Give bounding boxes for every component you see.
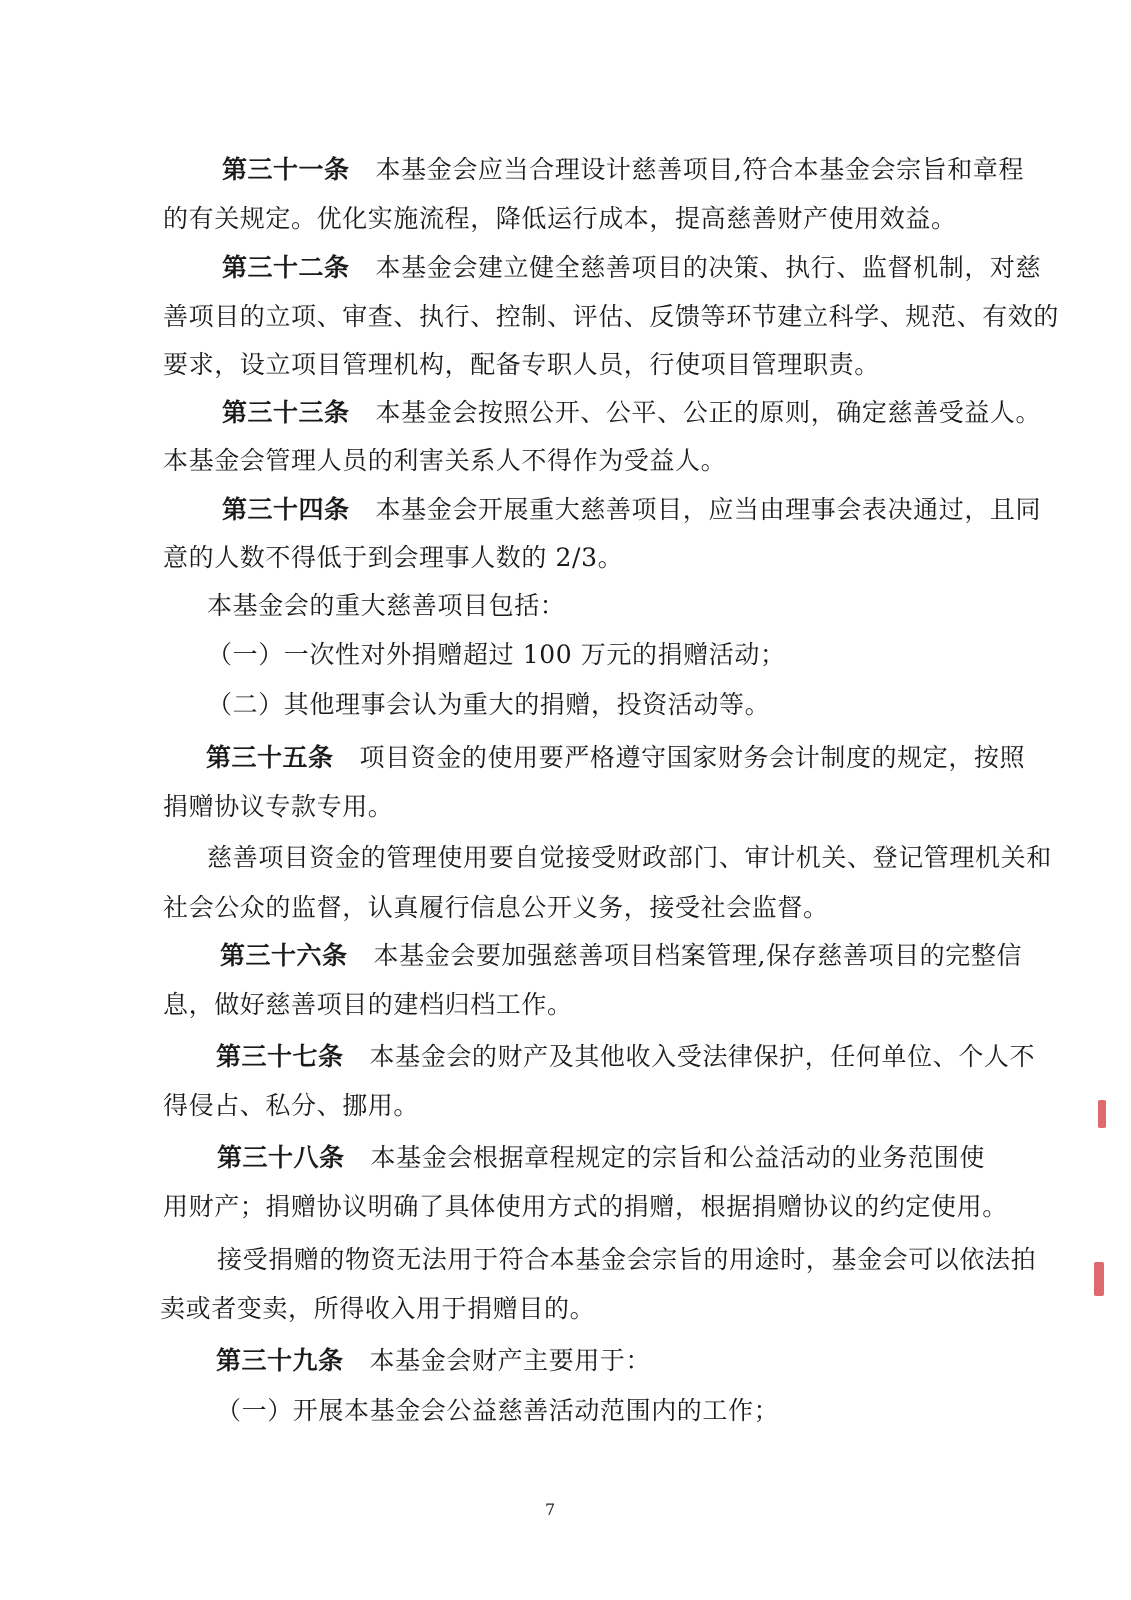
text-line	[163, 1091, 419, 1121]
line-text: 本基金会开展重大慈善项目，应当由理事会表决通过，且同	[375, 495, 1042, 524]
text-line	[163, 446, 726, 476]
article-line	[217, 1143, 985, 1173]
line-text: 接受捐赠的物资无法用于符合本基金会宗旨的用途时，基金会可以依法拍	[217, 1245, 1037, 1274]
line-text: 本基金会财产主要用于：	[369, 1346, 652, 1375]
line-text: 得侵占、私分、挪用。	[163, 1091, 420, 1120]
line-text: 的有关规定。优化实施流程，降低运行成本，提高慈善财产使用效益。	[163, 204, 957, 233]
line-text: 本基金会应当合理设计慈善项目,符合本基金会宗旨和章程	[375, 155, 1025, 184]
article-heading: 第三十九条	[216, 1346, 344, 1375]
article-line	[216, 1042, 1035, 1072]
seal-fragment-bottom	[1094, 1262, 1104, 1296]
line-text: 意的人数不得低于到会理事人数的 2/3。	[163, 543, 624, 572]
text-line	[207, 591, 565, 621]
line-text: 本基金会的财产及其他收入受法律保护，任何单位、个人不	[369, 1042, 1036, 1071]
article-heading: 第三十八条	[217, 1143, 345, 1172]
line-text: 用财产；捐赠协议明确了具体使用方式的捐赠，根据捐赠协议的约定使用。	[163, 1192, 1008, 1221]
line-text: 捐赠协议专款专用。	[163, 792, 394, 821]
line-text: 息，做好慈善项目的建档归档工作。	[163, 990, 573, 1019]
article-line	[220, 941, 1022, 971]
line-text: 社会公众的监督，认真履行信息公开义务，接受社会监督。	[163, 893, 829, 922]
line-text: （一）一次性对外捐赠超过 100 万元的捐赠活动；	[207, 640, 786, 669]
article-line	[222, 398, 1041, 428]
line-text: 本基金会的重大慈善项目包括：	[207, 591, 566, 620]
article-line	[216, 1346, 651, 1376]
text-line	[163, 543, 623, 573]
article-heading: 第三十六条	[220, 941, 348, 970]
text-line	[163, 204, 957, 234]
article-heading: 第三十二条	[222, 253, 350, 282]
article-heading: 第三十一条	[222, 155, 350, 184]
seal-fragment-top	[1098, 1100, 1106, 1128]
line-text: 善项目的立项、审查、执行、控制、评估、反馈等环节建立科学、规范、有效的	[163, 302, 1060, 331]
article-heading: 第三十五条	[206, 743, 334, 772]
text-line	[217, 1245, 1036, 1275]
line-text: 本基金会管理人员的利害关系人不得作为受益人。	[163, 446, 727, 475]
article-heading: 第三十三条	[222, 398, 350, 427]
article-line	[206, 743, 1025, 773]
text-line	[163, 792, 393, 822]
text-line	[163, 350, 880, 380]
text-line	[163, 990, 573, 1020]
text-line	[160, 1294, 595, 1324]
line-text: （二）其他理事会认为重大的捐赠，投资活动等。	[207, 690, 771, 719]
line-text: 本基金会要加强慈善项目档案管理,保存慈善项目的完整信	[373, 941, 1023, 970]
line-text: 卖或者变卖，所得收入用于捐赠目的。	[160, 1294, 596, 1323]
text-line	[163, 302, 1059, 332]
line-text: 本基金会按照公开、公平、公正的原则，确定慈善受益人。	[375, 398, 1042, 427]
article-heading: 第三十四条	[222, 495, 350, 524]
article-line	[222, 253, 1041, 283]
text-line	[216, 1396, 779, 1426]
line-text: 本基金会建立健全慈善项目的决策、执行、监督机制，对慈	[375, 253, 1042, 282]
line-text: （一）开展本基金会公益慈善活动范围内的工作；	[216, 1396, 780, 1425]
text-line	[163, 1192, 1008, 1222]
line-text: 慈善项目资金的管理使用要自觉接受财政部门、审计机关、登记管理机关和	[207, 843, 1052, 872]
text-line	[163, 893, 829, 923]
text-line	[207, 640, 786, 670]
page-number: 7	[545, 1500, 556, 1519]
line-text: 要求，设立项目管理机构，配备专职人员，行使项目管理职责。	[163, 350, 880, 379]
text-line	[207, 690, 770, 720]
line-text: 本基金会根据章程规定的宗旨和公益活动的业务范围使	[370, 1143, 985, 1172]
text-line	[207, 843, 1052, 873]
article-line	[222, 155, 1024, 185]
article-line	[222, 495, 1041, 525]
line-text: 项目资金的使用要严格遵守国家财务会计制度的规定，按照	[359, 743, 1026, 772]
article-heading: 第三十七条	[216, 1042, 344, 1071]
